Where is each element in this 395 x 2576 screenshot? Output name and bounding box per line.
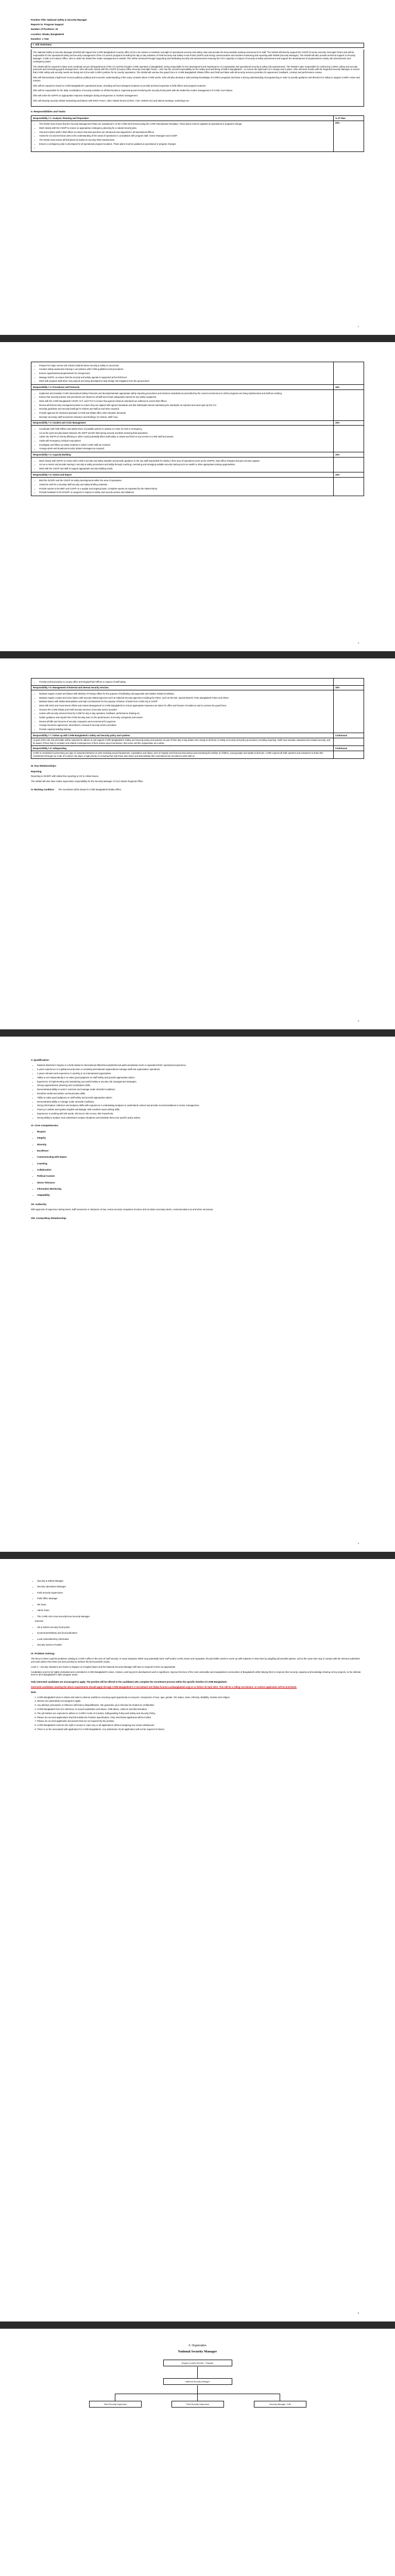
responsibility-2-pct: 15% xyxy=(334,385,364,390)
responsibility-7-title: Responsibility # 7: Follow up with CARE Bangladesh's Safety and Security policy and systems xyxy=(31,733,334,738)
list-item: • Conduct safety awareness training in accordance with CARE guidelines and procedures. xyxy=(39,368,332,371)
list-item: • 2 years relevant work experience in working in an international organization. xyxy=(37,1072,364,1075)
list-item: • Provide capacity building training. xyxy=(39,728,332,731)
apply-instructions[interactable]: Interested candidates meeting the above requirements should apply through CARE Bangladesh's e-recruitment site (https://career.carebangladesh.org) on or before 20 April 2021. This will be a rolling recruitment, so earliest application will be prioritized. xyxy=(31,1686,297,1689)
list-item: • Ensure that security policies and procedures are shared to all staff and remain adequately trained for any safety equipment. xyxy=(39,396,332,399)
list-item: • Liaison with security services hired by CARE for day to day operation, feedback, performance sharing etc. xyxy=(39,712,332,715)
job-summary-para: S/he will demonstrate a high level of socio-political, political and economic understanding of the many contexts where CARE works. S/he will also develop a solid working knowledge of CARE's programs and have a strong understanding of programming in order to provide guidance and direction for safety to support CARE's vision and mission. xyxy=(33,76,360,82)
list-item: • Coaching xyxy=(37,1161,364,1166)
list-item: • Masters/ Bachelor's Degree in a field related to International Affairs/Security/Defence/Law/Humanitarian work or equivalent field / operational experience. xyxy=(37,1064,364,1067)
org-box-bottom-left: Field Security Supervisor xyxy=(89,2401,142,2408)
list-item: • Strong organizational, planning and coordination skills. xyxy=(37,1084,364,1087)
list-item: • Experience in working with MS words, MS Excel, MS Access, MS PowerPoint. xyxy=(37,1112,364,1115)
responsibility-7-pct: Continuous xyxy=(334,733,364,738)
list-item: • Stress Tolerance xyxy=(37,1180,364,1185)
org-chart-title: National Security Manager xyxy=(178,2349,217,2353)
responsibility-1-cont-table xyxy=(31,362,364,496)
responsibility-1-pct: 20% xyxy=(334,121,364,151)
org-chart xyxy=(31,2360,364,2421)
reporting-label: Reporting: xyxy=(31,770,42,773)
responsibility-7-text: As part of the role, the job holder will be expected to adhere to and support CARE Bangladesh's Safety and Security policy and systems as part of their day to day duties and comply at all times, to safety & security and policy procedures, including reporting. Staff must maintain situational and related security, and be aware of their duty to consider and related consequences of their actions upon themselves, their team and the organization as a whole. xyxy=(31,738,334,745)
list-item: • Provide feedback to the DCD/Pr on progress in respect to safety and security actions and initiatives. xyxy=(39,491,332,494)
page-6 xyxy=(0,2329,395,2576)
external-label: External xyxy=(35,1620,43,1623)
list-item: 5. The job holders are expected to adhere to CARE's Code of Conduct, Safeguarding Policy and Safety and Security Policy. xyxy=(37,1712,364,1715)
notes-list xyxy=(31,1696,364,1731)
list-item: 6. Please do not send applications that fall outside the Position Specification. Only short-listed applicants will be invited. xyxy=(37,1716,364,1719)
reports-to: Reports to: Program Support xyxy=(31,23,64,26)
apply-heading: Only interested candidates are encouraged to apply. The position will be offered to the candidates who complete the recruitment process within the specific timeline of CARE Bangladesh. xyxy=(31,1681,228,1684)
job-summary-para: The NSSM will be required to liaise and coordinate across all departments of the CO and the broader CARE operation in Bangladesh, being responsible for the development and maintenance of country/wide and operational security & safety risk assessments. The NSSM is also responsible for reinforcing CARE's safety and security protocols and overseeing guard arrangements. S/he will work closely with the CSO/P (Country Office Security Oversight Team) – who has the overall responsibility for the safety and well being of staff in Bangladesh – to ensure the right team is in charge and in place. S/he will work closely with the Regional Security Manager to ensure that CARE safety and security needs are being met in line with CARE's policies for its country operations. The NSSM will oversee the guard force in CARE Bangladesh Dhaka Office and Field and liaise with all security services providers for agreement, feedback, contract and performance review. xyxy=(33,65,360,74)
org-box-top: Deputy Country Director - Program xyxy=(163,2360,232,2366)
job-summary-para: S/he will solve the SSFPs on appropriate response strategies during emergencies or incident management. xyxy=(33,94,138,97)
list-item: • Experience of implementing and maintaining successful safety & security risk management strategies. xyxy=(37,1080,364,1083)
list-item: • Political Acumen xyxy=(37,1174,364,1179)
page-separator xyxy=(0,2321,395,2329)
page-1 xyxy=(0,0,395,335)
list-item: 3. Any attempt, persuasion or influence will lead to disqualification. We guarantee your interview be treated as confidential. xyxy=(37,1704,364,1707)
page-4 xyxy=(0,1037,395,1552)
job-summary-para: S/he will develop security related networking and liaison with INGO Forum, other related forums (CSNC, CSF, UNDSS etc) and attend meetings, workshops etc. xyxy=(33,99,190,102)
job-summary-box xyxy=(31,49,364,106)
page-number: 5 xyxy=(357,2311,359,2314)
reporting-text: Reporting to DCD/Pr with dotted line reporting to CD in critical issues. xyxy=(31,775,99,778)
contact-key-relationship-title: VIII. Contact/Key Relationship: xyxy=(31,1217,67,1220)
authority-title: VII. Authority: xyxy=(31,1203,47,1206)
core-competencies-title: VI. Core Competencies: xyxy=(31,1124,59,1127)
list-item: • Admin Team xyxy=(37,1608,364,1613)
position-title: Position Title: National Safety & Security Manager xyxy=(31,19,87,21)
list-item: • Act as a mentor and provide training in security & safety procedures and ability through coaching, mentoring and arranging suitable security training such as Health or other appropriate training opportunities. xyxy=(39,463,332,466)
list-item: • Government/military and local authorities xyxy=(37,1631,364,1635)
reporting-text-2: The NSSM will also have matrix supervision responsibility for the Security Manager of Cox's Bazar Regional Office. xyxy=(31,780,144,783)
list-item: • Maintain regular contact and close liaison with security related agencies such as National Security agencies including the Police, such as the NSI, Special Branch, RAB, Bangladesh Police and others. xyxy=(39,697,332,700)
key-relationships-title: III. Key Relationships: xyxy=(31,765,57,768)
list-item: • Security Operations Manager xyxy=(37,1584,364,1589)
working-condition-title: IV. Working Condition: xyxy=(31,788,55,791)
responsibility-4-pct: 10% xyxy=(334,452,364,457)
list-item: • Provide reports to the BMT and CSO/P on a regular and ongoing basis. Complete reports as requested by the HR&A/Admin. xyxy=(39,487,332,490)
responsibility-1-table xyxy=(31,115,364,151)
list-item: • The NSSM must ensure all field plans be based on Security Risk Assessments. xyxy=(39,139,332,142)
page-2 xyxy=(0,342,395,651)
list-item: • Strong ability to analyze and understand complex situations and translate these into specific policy advice. xyxy=(37,1116,364,1120)
list-item: • Manage SSFPs, to ensure that the security and safety agenda is supported at the field level. xyxy=(39,376,332,379)
list-item: • Oversee the CARE Dhaka and Field Security services of security service provider. xyxy=(39,708,332,711)
list-item: • HR Team xyxy=(37,1602,364,1607)
list-item: • Ability to act independently is to make good judgment on staff safety and provide appropriate advice. xyxy=(37,1076,364,1079)
qualification-title: V. Qualification: xyxy=(31,1059,50,1062)
page-separator xyxy=(0,1552,395,1559)
authority-text: With approval of supervisor during travel, staff movement or clearance of any, review security companies invoices and circulate necessary alerts, communications as and when necessary. xyxy=(31,1208,214,1211)
org-box-bottom-right: Security Manager, CXB xyxy=(254,2401,306,2408)
list-item: 8. CARE Bangladesh reserves the right to accept or reject any or all applications without assigning any reason whatsoever. xyxy=(37,1724,364,1727)
list-item: • Provide approval for restricted operation in Field and Dhaka office when situation demands. xyxy=(39,412,332,415)
job-summary-para: The National Safety & Security Manager (NSSM) will support the CARE Bangladesh Country office (CO) in its mission to maintain oversight of operational security and safety risks and provide the best possible working environment for staff. The NSSM will directly support the CSO/P (Country Security Oversight Team) and will be responsible for the operational safety and security management of the CO and its programs including the day to day activities of Field Security and Safety Focal Points (SSFP) and strong communication and incident monitoring and reporting with NNSM (Security Manager). The NSSM will also provide technical support to Security Manager, CARE Cox's Bazar Office, who is under the dotted line matrix management to NSSM. This will be achieved through supporting and facilitating security risk assessments ensuring the CO's capacity in respect of security & safety assessment and support the development of preparedness mainly risk assessments and contingency plans. xyxy=(33,51,355,63)
list-item: • Collaboration xyxy=(37,1167,364,1173)
responsibility-1-title: Responsibility # 1: Analysis, Planning and Preparation xyxy=(31,116,334,121)
list-item: 7. Please do not send application documents that are not required by the position. xyxy=(37,1720,364,1723)
pct-label: % of Time xyxy=(334,116,364,121)
org-box-bottom-mid: Field Security Supervisor xyxy=(171,2401,224,2408)
candidate-commitment: Candidates need to be highly motivated and committed to CARE Bangladesh's vision, mission, and long term development work is significant. Improve the lives of the most vulnerable and marginalized communities of Bangladesh while helping them to improve their security, capacity and knowledge sharing on key projects, to the ultimate level in all of Bangladesh's safer program areas. xyxy=(31,1670,361,1676)
page-5 xyxy=(0,1559,395,2321)
page-number: 3 xyxy=(357,1019,359,1022)
list-item: • Develop necessary staff movement clearance and briefings, for visitors, staff if any. xyxy=(39,416,332,419)
page-separator xyxy=(0,651,395,658)
duration: Duration: 1 Year xyxy=(31,37,49,40)
list-item: • Arrange alerts and broadcast security related messages as required. xyxy=(39,447,332,450)
responsibility-2-title: Responsibility # 2: Procedures and Protocols xyxy=(31,385,334,390)
core-competencies-list xyxy=(31,1129,364,1198)
responsibility-3-title: Responsibility # 3: Incident and Crisis Management xyxy=(31,420,334,426)
list-item: • Develop guidelines and security briefings for visitors and staff as and when required. xyxy=(39,408,332,411)
list-item: • Brief the DCD/Pr and the CSO/P on safety developments within the area of operations. xyxy=(39,479,332,482)
list-item: • Provide technical advice to country office and Region/Field Offices in respect of staff safety. xyxy=(39,681,332,684)
list-item: • Advise the SSFPs of events affecting or which could potentially affect staff safety or assets and brief on any events to CARE staff and assets. xyxy=(39,435,332,438)
list-item: • Coordinate with Field Offices and advise them of possible actions or options in a time of crisis or emergency. xyxy=(39,428,332,431)
list-item: • Excellence xyxy=(37,1148,364,1154)
list-item: • Implement and maintain CARE International Safety Protocols and develop/maintain appropriate safety reporting procedures and minimum standards as prescribed by the current environment in which programs are being implemented and staff are working. xyxy=(39,392,332,395)
list-item: • Ability to make good judgment on staff safety and provide appropriate advice. xyxy=(37,1096,364,1099)
responsibility-5-title: Responsibility # 5: Advise and Report xyxy=(31,472,334,478)
list-item: • Respect xyxy=(37,1129,364,1134)
list-item: • Ensure organizational preparedness for emergencies. xyxy=(39,372,332,375)
list-item: • The NSSM must ensure that the Security Management Plans are maintained in of the CARE Nest format (using the CARE International Template). These plans must be updated as operational or programs change. xyxy=(39,123,332,126)
list-item: • Review all bills and invoices of security companies and recommend for payment. xyxy=(39,720,332,723)
job-summary-title: I. Job Summary: xyxy=(31,43,364,48)
list-item: • Review all field security management plans to ensure they are aligned with agreed standards and that individuals trained maintaining the standards as reported and used upon by the CO. xyxy=(39,404,332,407)
list-item: • Work with NGO and Government Affairs and Assets Management to CARE Bangladesh to ensure appropriate measures are taken for office and houses of residence and to oversee the guard force. xyxy=(39,704,332,707)
location: Location: Dhaka, Bangladesh xyxy=(31,32,64,36)
internal-contacts-list xyxy=(31,1579,364,1619)
list-item: 4. CARE Bangladesh has zero tolerance to sexual exploitation and abuse, child abuse, violence and discrimination. xyxy=(37,1708,364,1711)
list-item: • Maintain regular contact and liaison with Ministry of Foreign Affairs for the purpose of facilitating visit approvals and matters related to Ministry. xyxy=(39,692,332,696)
org-box-mid: National Security Manager xyxy=(163,2378,232,2385)
list-item: • Assist the CO and technical units in the understanding of the areas of operations in consultation with program staff, Senior Managers and CSO/P. xyxy=(39,134,332,138)
responsibility-5-pct: 10% xyxy=(334,472,364,478)
list-item: • Security & Safety Manager xyxy=(37,1579,364,1583)
list-item: • Fluency in written and spoken English and Bangla, with excellent report writing skills. xyxy=(37,1108,364,1111)
list-item: • Maintain liaison with Dhaka Metropolitan and High Commissions for the purpose of liaison of tasks from CARE HQ & CSO/P. xyxy=(39,700,332,703)
external-contacts-list xyxy=(31,1625,364,1648)
page-separator xyxy=(0,335,395,342)
list-item: 2. Women are particularly encouraged to apply. xyxy=(37,1700,364,1703)
list-item: • Local Authorities/Key Informants xyxy=(37,1637,364,1641)
list-item: • Information Monitoring xyxy=(37,1187,364,1192)
list-item: • Work with the CARE Bangladesh CSO/P, ACT, and FTLT to ensure that agreed minimum standards are adhered to across field offices. xyxy=(39,400,332,403)
qualification-list xyxy=(31,1064,364,1119)
responsibilities-title: II. Responsibilities and Tasks: xyxy=(31,110,66,113)
problem-solving-level: Level 2 – security situations are known to happen on irregular bases and the National Security Manager will have to respond to them as appropriate. xyxy=(31,1665,176,1668)
job-summary-para: S/he will be required to travel to CARE Bangladesh's operational areas, including ad-hoc/contingent locations to provide technical expertise to field offices and program locations. xyxy=(33,84,207,87)
list-item: • Investigate and follow up safety incidents in which CARE staff are involved. xyxy=(39,444,332,447)
list-item: • Integrity xyxy=(37,1136,364,1141)
responsibility-3-pct: 10% xyxy=(334,420,364,426)
list-item: • Prepare for major events and critical incidents where security & safety is concerned. xyxy=(39,364,332,367)
responsibility-1-list xyxy=(33,123,332,149)
list-item: • Work closely with the CSO/P to ensure an appropriate contingency planning for a natural security plan. xyxy=(39,127,332,130)
list-item: • Strong information collection and analyses skills with experience in undertaking analyses to understand context and provide recommendations to senior management. xyxy=(37,1104,364,1107)
page-number: 2 xyxy=(357,641,359,644)
list-item: 1. CARE Bangladesh aims to attract and select a diverse workforce ensuring equal opportunity to everyone, irrespective of race, age, gender, HIV status, class, ethnicity, disability, location and religion. xyxy=(37,1696,364,1699)
list-item: • Demonstrated ability to manage under stressful conditions. xyxy=(37,1100,364,1104)
number-of-positions: Number of Positions: 01 xyxy=(31,28,58,31)
page-number: 1 xyxy=(357,325,359,328)
list-item: • Arrange insurance agreement, amendment, renewal of security service providers. xyxy=(39,724,332,727)
page-number: 4 xyxy=(357,1541,359,1545)
list-item: • Assist the SSRTS to develop staff security and safety briefing materials. xyxy=(39,483,332,486)
list-item: • Communicating with Impact xyxy=(37,1155,364,1160)
problem-solving-para: The focus is there could be problems relating to CARE's office in the area of staff security. In many situations which may potentially harm staff and/or CARE assets and reputation, the job holder needs to come up with solutions in short time by weighing all possible options, and at the same time stay in contact with the relevant authorities and seek advice from them (as time permits) to achieve the best possible results. xyxy=(31,1657,360,1664)
list-item: • Field Office Manager xyxy=(37,1596,364,1601)
list-item: • Demonstrated ability to work in real time and manage under stressful conditions. xyxy=(37,1088,364,1091)
responsibility-4-title: Responsibility # 4: Capacity Building xyxy=(31,452,334,457)
list-item: • 5 years experience in a global security team or assisting international organizations manage staff and organization operations. xyxy=(37,1068,364,1071)
organization-title: X. Organization xyxy=(188,2344,207,2347)
responsibility-6-title: Responsibility # 6: Management of External and internal security services. xyxy=(31,685,334,690)
list-item: • Work closely with SSFPs to review with CARE's security and safety situation and provide guidance to the any staff responsible for safety in their area of operations (such as the SSFPs). Note affect changes and give security support. xyxy=(39,460,332,463)
responsibility-6-pct: 15% xyxy=(334,685,364,690)
page-3 xyxy=(0,658,395,1029)
list-item: 9. There is no fee associated with application for CARE Bangladesh. Any submission of job application (will not be required in future). xyxy=(37,1728,364,1731)
list-item: • Diversity xyxy=(37,1142,364,1147)
responsibility-8-text: CARE is committed to preventing any type of unwanted behavior at work including sexual harassment, exploitation and abuse, lack of integrity and financial misconduct and promoting the welfare of children, young people and adults at all times. CARE expects all staff, partners and volunteers to share this commitment through our Code of Conduct. We place a high priority on ensuring that only those who share and demonstrate this commitment are recruited to work with us. xyxy=(31,751,334,758)
list-item: • The CARE USA Area Security/Area Security Manager xyxy=(37,1614,364,1619)
list-item: • UN & INGOs security focal points xyxy=(37,1625,364,1630)
list-item: • Security Service Provider xyxy=(37,1642,364,1647)
list-item: • Adaptability xyxy=(37,1193,364,1198)
page-separator xyxy=(0,1029,395,1037)
list-item: • Work with program staff when new projects are being developed to help design risk mitigation from the ground level. xyxy=(39,380,332,383)
list-item: • Gather guidance and reports from Field Security team on the performance of security companies and ensure. xyxy=(39,716,332,719)
job-summary-para: S/he will be responsible for the daily coordination of security activities in all field locations, supervising and monitoring the security focal points with the dotted line matrix management of CARE Cox's Bazar. xyxy=(33,89,233,92)
list-item xyxy=(39,146,332,149)
list-item: • Ensure a contingency plan is developed for all operational program locations. These plans must be updated as operational or program changes. xyxy=(39,143,332,146)
responsibility-6-8-table xyxy=(31,678,364,759)
list-item: • Field Security Supervisors xyxy=(37,1590,364,1595)
problem-solving-title: IX. Problem Solving: xyxy=(31,1652,55,1655)
responsibility-8-pct: Continuous xyxy=(334,746,364,751)
responsibility-8-title: Responsibility # 8: Safeguarding xyxy=(31,746,334,751)
list-item: • Work with the CSO/P and staff to support appropriate security building needs. xyxy=(39,467,332,470)
list-item: • Act as the point security liaison between the SSFP and the field during security incidents involving field operations. xyxy=(39,432,332,435)
list-item: • Excellent verbal and written communication skills. xyxy=(37,1092,364,1095)
working-condition-text: The incumbent will be based in CARE Bangladesh Dhaka Office. xyxy=(58,788,122,791)
list-item: • Assist with emergency medical evacuations. xyxy=(39,439,332,443)
note-label: Note: xyxy=(31,1690,37,1693)
list-item: • Visit and monitor staff in field offices to ensure that best practices are introduced and supported in all Operational Offices. xyxy=(39,131,332,134)
